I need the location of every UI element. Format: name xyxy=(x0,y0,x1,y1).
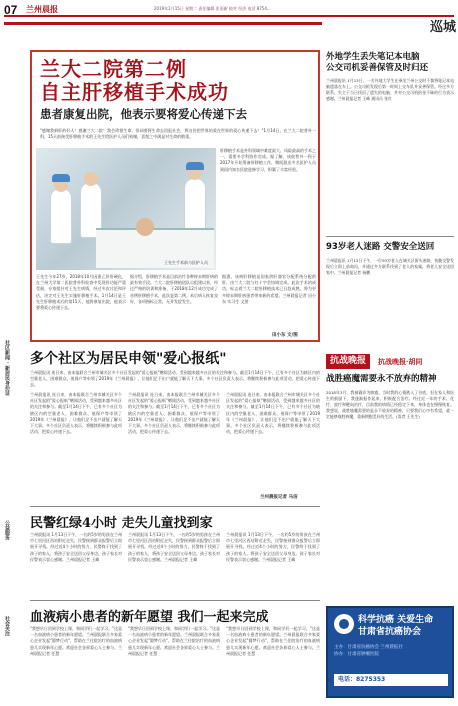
doctor-figure xyxy=(50,188,72,244)
main-body-col2: 据介绍，肝移植手术是目前治疗各种终末期肝病的最有效手段。兰大二院肝移植团队自组建以来，经过严格的培训和准备，于2018年12月成功完成了首例肝移植手术，此次是第二例。术后病人恢复良好，各项指标正常，无并发症发生。 xyxy=(130,274,218,304)
blood-col2: "我想早日回到学校上课，和同学们一起学习。"这是一名血液病小患者的新年愿望。兰州晨报联合多家爱心企业发起"圆梦行动"，帮助在兰住院治疗的血液病患儿实现新年心愿。欢迎社会各界爱心人士参与。兰州晨报记者 任慧 xyxy=(128,626,220,656)
sidebar-item3-headline: 战胜癌魔需要永不放弃的精神 xyxy=(326,374,437,384)
kao-banner xyxy=(326,354,454,370)
sidebar-item1-body: 兰州晨报讯 1月13日，一名外地大学生在乘坐兰州公交时不慎将笔记本电脑遗落在车上。公交司机发现后第一时间上交车队并妥善保管。经过多方联系，失主于当日找回了遗失的电脑，并对公交司机拾金不昧的行为表示感谢。兰州晨报记者 王峰 通讯员 张红 xyxy=(326,78,454,101)
side-label-community: 社区新闻 · 新居民身份证 xyxy=(4,340,10,396)
main-headline: 兰大二院第二例 自主肝移植手术成功 xyxy=(40,57,229,104)
story-photo xyxy=(36,148,216,270)
main-body-col1: 王先生今年27岁，2018年10月因患乙肝肝硬化，在兰州大学第二医院普外科检查中发现肝功能严重受损，专家组针对王先生病情，经过多次讨论和评估，决定对王先生实施肝移植手术。1月14日是王先生肝移植术后的第15天，他将康复出院，他表示要将爱心传递下去。 xyxy=(36,274,126,311)
side-label-police: 公益服务 xyxy=(4,520,10,540)
surgical-cap xyxy=(186,162,204,170)
main-story xyxy=(30,50,320,342)
police-col1: 兰州晨报讯 1月13日下午，一名约5岁的男孩在兰州市七里河区西站附近走失，民警接到群众报警后立即展开寻找。经过近4个小时的努力，民警终于找到了孩子的家人，将孩子安全送回父母身边。孩子家长对民警表示衷心感谢。兰州晨报记者 王峰 xyxy=(30,532,122,562)
divider xyxy=(30,506,320,507)
community-lead: 兰州晨报讯 连日来，由本报联合兰州市城关区多个社区发起的"爱心报纸"赠阅活动，受到越来越多社区的关注和参与。截至1月14日下午，已有多个社区为辖区内的空巢老人、困难群众、低保户等申领了2019年《兰州晨报》，让他们足不出户就能了解天下大事。多个社区负责人表示，将继续积极参与此项活动，把爱心传递下去。 xyxy=(30,370,320,388)
sidebar-item1-headline: 外地学生丢失笔记本电脑 公交司机妥善保管及时归还 xyxy=(326,52,429,73)
main-body-col3: 肝移植手术是外科领域中难度最大、风险最高的手术之一，需要多学科协作完成。据了解，该院普外一科于2017年开始筹备肝移植工作，期间派出多名医护人员到国内知名医院进修学习，积累了丰富经验。 xyxy=(220,148,316,172)
paper-logo: 兰州晨报 xyxy=(26,4,58,14)
page-number: 07 xyxy=(4,3,18,17)
side-label-blood: 社会关注 xyxy=(4,616,10,636)
blood-headline: 血液病小患者的新年愿望 我们一起来完成 xyxy=(30,610,269,625)
advertisement xyxy=(326,606,454,698)
dateline: 2019年1月15日 星期二 责任编辑 张雨新 校对 经济 电话 8754... xyxy=(154,6,271,11)
police-col3: 兰州晨报讯 1月13日下午，一名约5岁的男孩在兰州市七里河区西站附近走失，民警接到群众报警后立即展开寻找。经过近4个小时的努力，民警终于找到了孩子的家人，将孩子安全送回父母身边。孩子家长对民警表示衷心感谢。兰州晨报记者 王峰 xyxy=(226,532,320,562)
photo-caption: 王先生手术前与医护人员 xyxy=(164,260,208,265)
blood-col1: "我想早日回到学校上课，和同学们一起学习。"这是一名血液病小患者的新年愿望。兰州晨报联合多家爱心企业发起"圆梦行动"，帮助在兰住院治疗的血液病患儿实现新年心愿。欢迎社会各界爱心人士参与。兰州晨报记者 任慧 xyxy=(30,626,122,656)
doctor-head xyxy=(84,172,98,186)
main-subheadline: 患者康复出院，他表示要将爱心传递下去 xyxy=(40,107,247,121)
community-author: 兰州晨报记者 马洁 xyxy=(260,495,298,500)
divider xyxy=(326,236,454,237)
police-headline: 民警红绿4小时 走失儿童找到家 xyxy=(30,516,213,531)
community-col2: 兰州晨报讯 连日来，由本报联合兰州市城关区多个社区发起的"爱心报纸"赠阅活动，受到越来越多社区的关注和参与。截至1月14日下午，已有多个社区为辖区内的空巢老人、困难群众、低保户等申领了2019年《兰州晨报》，让他们足不出户就能了解天下大事。多个社区负责人表示，将继续积极参与此项活动，把爱心传递下去。 xyxy=(128,392,220,435)
surgical-cap xyxy=(52,174,70,182)
ad-line: 主办：甘肃省抗癌协会 兰州晨报社 协办：甘肃省肿瘤医院 xyxy=(334,645,403,657)
main-body-col4: 据悉，该病肝移植是国家供肝器官分配系统分配供肝，由兰大二院与红十字会协调完成。此次手术的成功，标志着兰大二院肝移植技术已日趋成熟，将为更多终末期肝病患者带来新的希望。兰州晨报记者 田小东 实习生 文图 xyxy=(222,274,316,304)
ad-logo-icon xyxy=(334,614,354,634)
kao-label: 抗战晚报 xyxy=(326,354,370,369)
community-col3: 兰州晨报讯 连日来，由本报联合兰州市城关区多个社区发起的"爱心报纸"赠阅活动，受到越来越多社区的关注和参与。截至1月14日下午，已有多个社区为辖区内的空巢老人、困难群众、低保户等申领了2019年《兰州晨报》，让他们足不出户就能了解天下大事。多个社区负责人表示，将继续积极参与此项活动，把爱心传递下去。 xyxy=(226,392,320,435)
main-author: 田小东 文/图 xyxy=(272,333,298,338)
masthead xyxy=(4,4,454,17)
sidebar-item2-headline: 93岁老人迷路 交警安全送回 xyxy=(326,242,435,252)
doctor-figure xyxy=(184,178,206,234)
main-lead: "感谢我捐肝的好人！感谢兰大二院！我会珍惜生命，但却要将生命去回报社会，将这份把世界的爱在世界的爱心传递下去！"1月14日，在兰大二院普外一科，15天前接受肝移植手术的王先生给医护人员们致谢，喜悦之中满是对生命的敬重。 xyxy=(40,128,316,140)
divider xyxy=(30,600,320,601)
section-title: 巡城 xyxy=(429,20,456,35)
sidebar-item3-body: 2018年3月，我被确诊为肺癌。当时我的心情跌入了谷底，但在家人和医生的鼓励下，我逐渐振作起来，积极配合治疗。经过近一年的手术、化疗、放疗和靶向治疗，目前我的病情已经稳定下来，身体也在慢慢恢复。我想说，战胜癌魔需要的是永不放弃的精神，只要我们心中有希望，就一定能够战胜病魔，重新拥抱美好的生活。(读者 王先生) xyxy=(326,390,454,419)
community-headline: 多个社区为居民申领"爱心报纸" xyxy=(30,351,227,367)
ad-phone: 电话：8275353 xyxy=(334,674,448,686)
section-divider xyxy=(4,22,322,25)
blood-col3: "我想早日回到学校上课，和同学们一起学习。"这是一名血液病小患者的新年愿望。兰州晨报联合多家爱心企业发起"圆梦行动"，帮助在兰住院治疗的血液病患儿实现新年心愿。欢迎社会各界爱心人士参与。兰州晨报记者 任慧 xyxy=(226,626,320,656)
patient-figure xyxy=(136,218,154,236)
sidebar-item2-body: 兰州晨报讯 1月13日下午，一位93岁老人在城关区街头迷路，执勤交警发现后立即上前询问，并通过多方联系找到了老人的家属，将老人安全送回家中。兰州晨报记者 杨鹏 xyxy=(326,258,454,275)
kao-sub: 抗战晚报·胡同 xyxy=(378,357,423,366)
ad-title: 科学抗癌 关爱生命 甘肃省抗癌协会 xyxy=(358,615,434,637)
police-col2: 兰州晨报讯 1月13日下午，一名约5岁的男孩在兰州市七里河区西站附近走失，民警接到群众报警后立即展开寻找。经过近4个小时的努力，民警终于找到了孩子的家人，将孩子安全送回父母身边。孩子家长对民警表示衷心感谢。兰州晨报记者 王峰 xyxy=(128,532,220,562)
community-col1: 兰州晨报讯 连日来，由本报联合兰州市城关区多个社区发起的"爱心报纸"赠阅活动，受到越来越多社区的关注和参与。截至1月14日下午，已有多个社区为辖区内的空巢老人、困难群众、低保户等申领了2019年《兰州晨报》，让他们足不出户就能了解天下大事。多个社区负责人表示，将继续积极参与此项活动，把爱心传递下去。 xyxy=(30,392,122,435)
